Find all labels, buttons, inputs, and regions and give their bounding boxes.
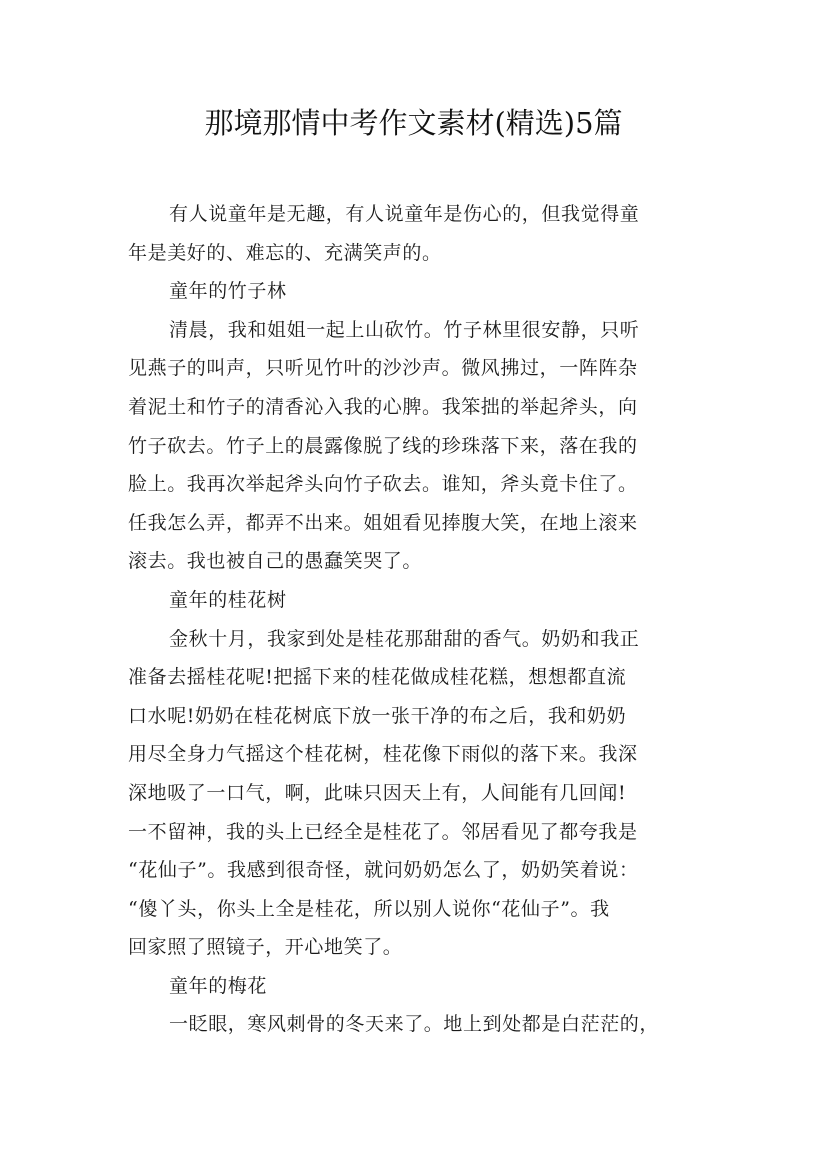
text-line: 童年的梅花 <box>169 974 268 997</box>
document-title: 那境那情中考作文素材(精选)5篇 <box>204 106 623 140</box>
text-line: 童年的竹子林 <box>169 280 287 303</box>
text-line: “花仙子”。我感到很奇怪，就问奶奶怎么了，奶奶笑着说： <box>128 859 639 882</box>
document-body <box>128 195 708 1044</box>
text-line: 深地吸了一口气，啊，此味只因天上有，人间能有几回闻! <box>128 781 627 804</box>
text-line: 着泥土和竹子的清香沁入我的心脾。我笨拙的举起斧头，向 <box>128 395 638 418</box>
text-line: “傻丫头，你头上全是桂花，所以别人说你“花仙子”。我 <box>128 897 610 920</box>
text-line: 竹子砍去。竹子上的晨露像脱了线的珍珠落下来，落在我的 <box>128 434 638 457</box>
text-line: 口水呢!奶奶在桂花树底下放一张干净的布之后，我和奶奶 <box>128 704 627 727</box>
text-line: 一眨眼，寒风刺骨的冬天来了。地上到处都是白茫茫的， <box>169 1013 660 1036</box>
text-line: 童年的桂花树 <box>169 588 287 611</box>
text-line: 一不留神，我的头上已经全是桂花了。邻居看见了都夸我是 <box>128 820 638 843</box>
text-line: 金秋十月，我家到处是桂花那甜甜的香气。奶奶和我正 <box>169 627 640 650</box>
text-line: 用尽全身力气摇这个桂花树，桂花像下雨似的落下来。我深 <box>128 743 638 766</box>
text-line: 有人说童年是无趣，有人说童年是伤心的，但我觉得童 <box>169 203 640 225</box>
text-line: 回家照了照镜子，开心地笑了。 <box>128 936 403 959</box>
text-line: 准备去摇桂花呢!把摇下来的桂花做成桂花糕，想想都直流 <box>128 666 627 689</box>
text-line: 滚去。我也被自己的愚蠢笑哭了。 <box>128 550 423 573</box>
text-line: 清晨，我和姐姐一起上山砍竹。竹子林里很安静，只听 <box>169 318 640 341</box>
text-line: 脸上。我再次举起斧头向竹子砍去。谁知，斧头竟卡住了。 <box>128 473 638 496</box>
text-line: 年是美好的、难忘的、充满笑声的。 <box>128 241 442 264</box>
text-line: 见燕子的叫声，只听见竹叶的沙沙声。微风拂过，一阵阵杂 <box>128 357 638 380</box>
text-line: 任我怎么弄，都弄不出来。姐姐看见捧腹大笑，在地上滚来 <box>128 511 638 534</box>
